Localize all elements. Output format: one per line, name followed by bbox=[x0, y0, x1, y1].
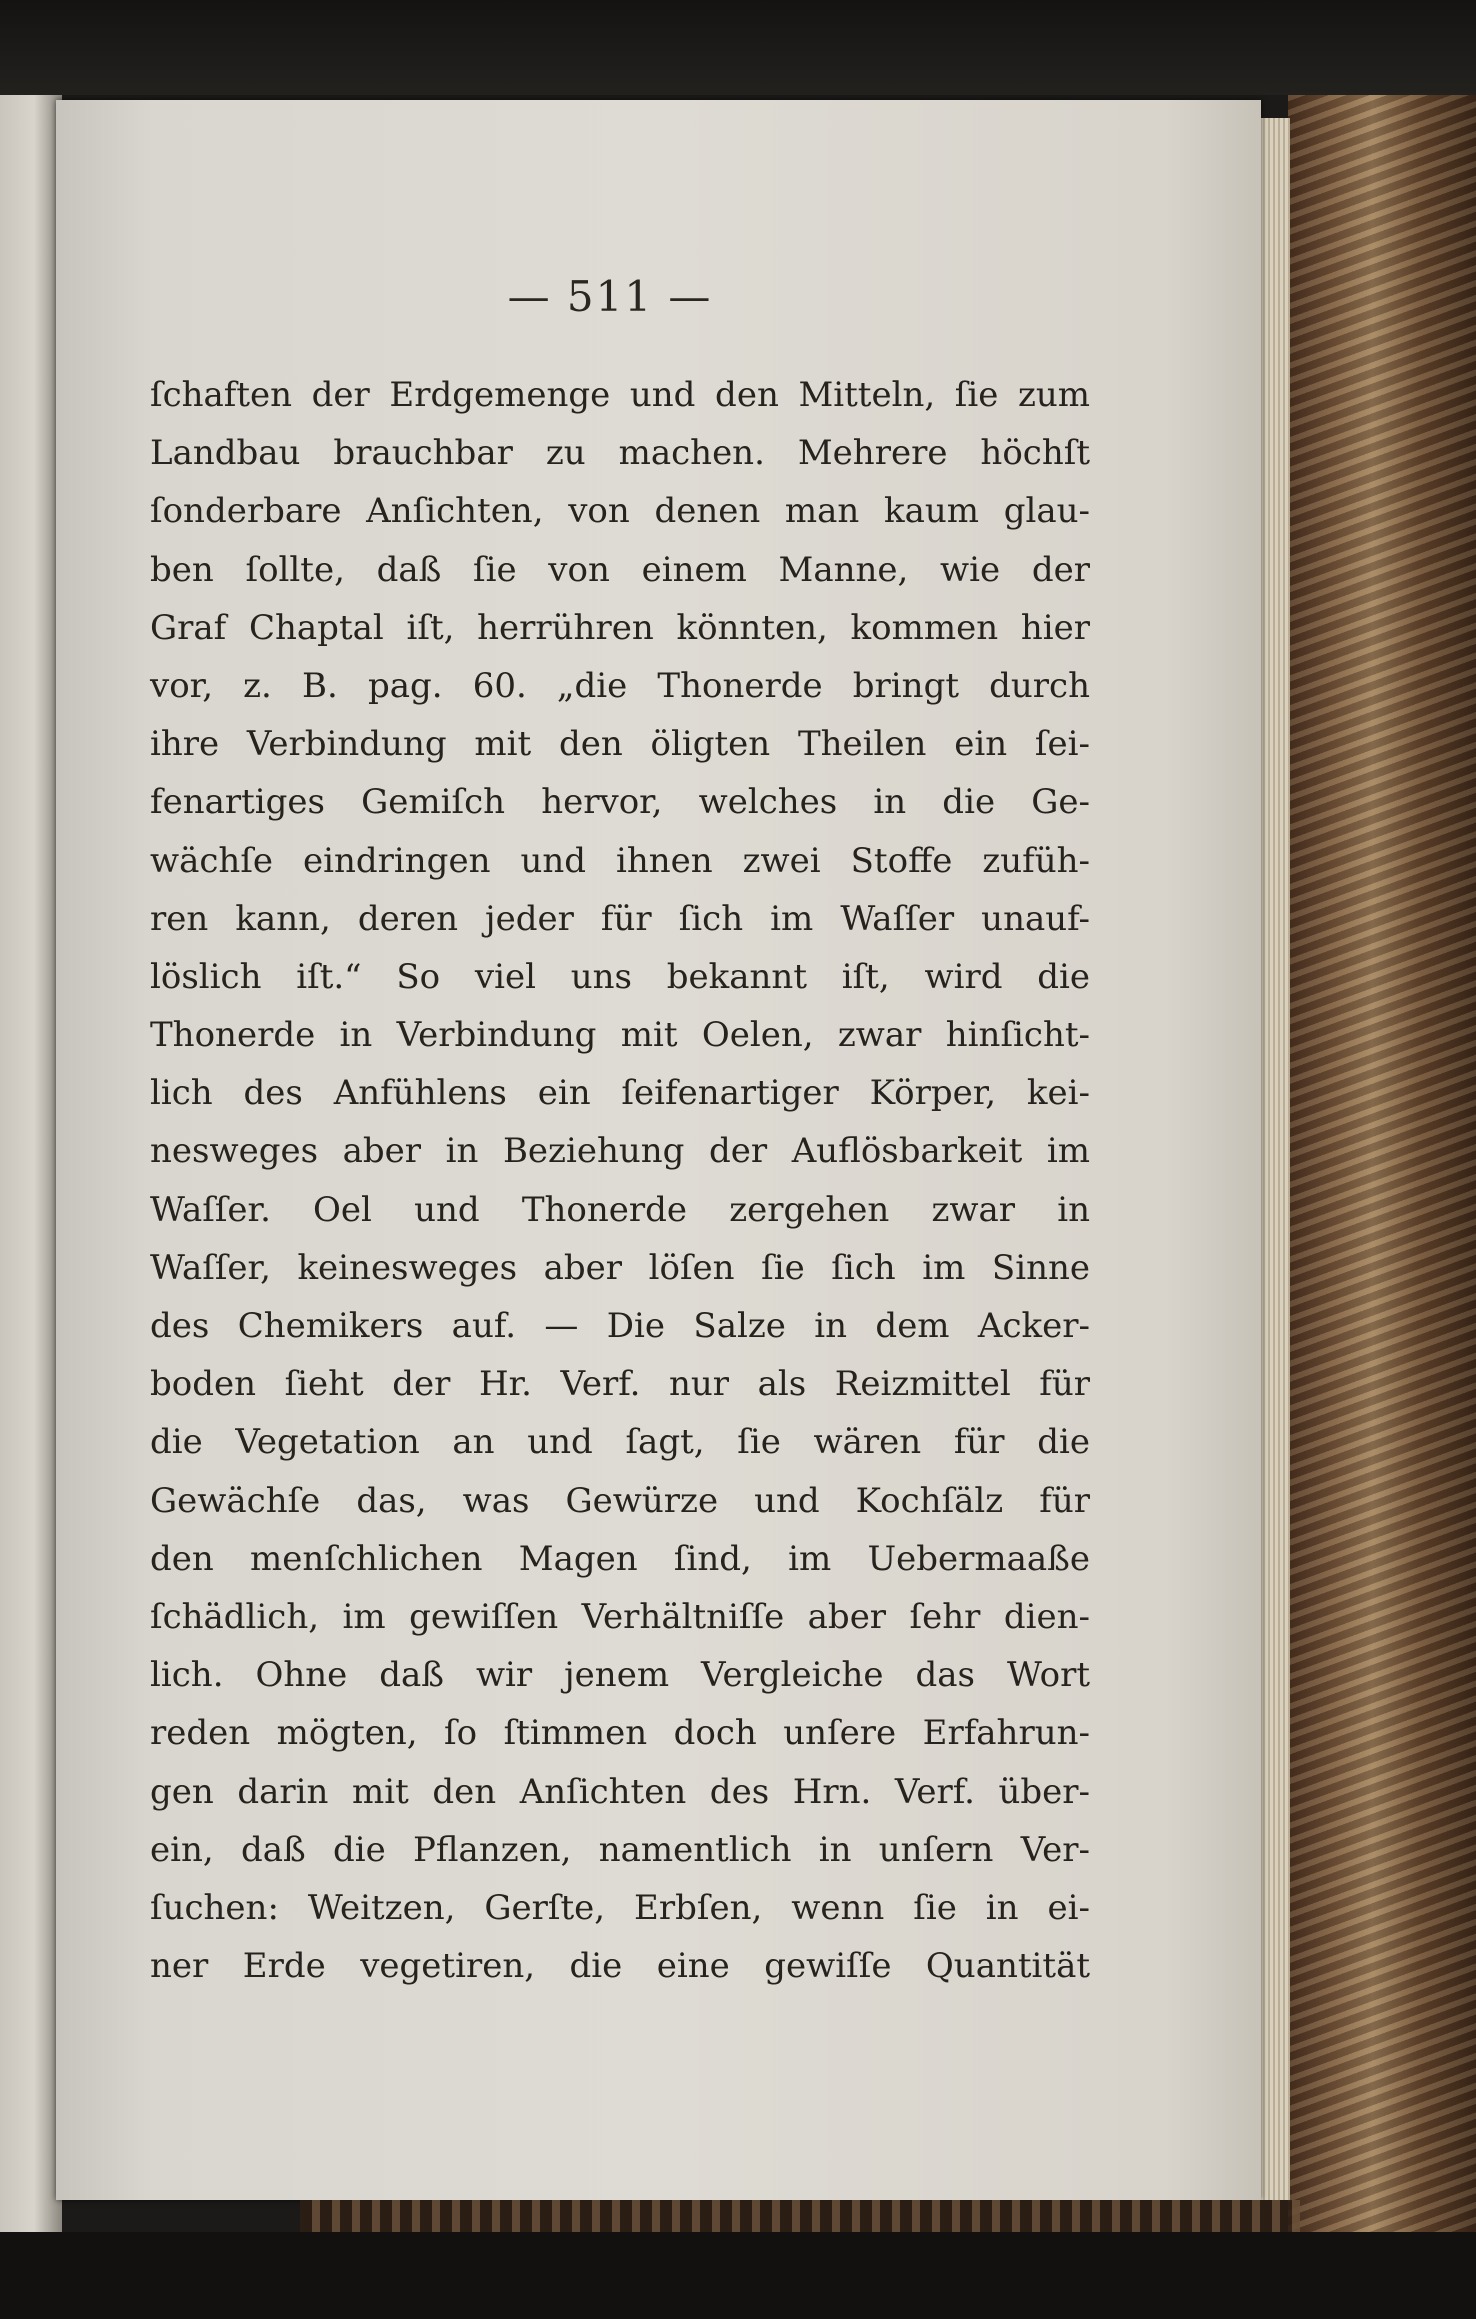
cover-bottom-band bbox=[300, 2200, 1300, 2232]
text-line: wächſe eindringen und ihnen zwei Stoffe zufüh- bbox=[150, 840, 1090, 881]
text-line: Graf Chaptal iſt, herrühren könnten, kommen hier bbox=[150, 607, 1090, 648]
text-line: ſchädlich, im gewiſſen Verhältniſſe aber ſehr dien- bbox=[150, 1596, 1090, 1637]
text-line: vor, z. B. pag. 60. „die Thonerde bringt durch bbox=[150, 665, 1090, 706]
text-line: boden ſieht der Hr. Verf. nur als Reizmittel für bbox=[150, 1364, 1090, 1405]
text-line: ihre Verbindung mit den öligten Theilen ein ſei- bbox=[150, 724, 1090, 765]
text-line: Gewächſe das, was Gewürze und Kochſälz für bbox=[150, 1480, 1090, 1521]
cover-marbling bbox=[1288, 95, 1476, 2295]
text-line: Thonerde in Verbindung mit Oelen, zwar hinſicht- bbox=[150, 1015, 1090, 1056]
text-line: gen darin mit den Anſichten des Hrn. Verf. über- bbox=[150, 1771, 1090, 1812]
text-line: ben ſollte, daß ſie von einem Manne, wie der bbox=[150, 549, 1090, 590]
text-line: lich. Ohne daß wir jenem Vergleiche das Wort bbox=[150, 1655, 1090, 1696]
text-line: ren kann, deren jeder für ſich im Waſſer unauf- bbox=[150, 898, 1090, 939]
text-line: die Vegetation an und ſagt, ſie wären für die bbox=[150, 1422, 1090, 1463]
text-line: nesweges aber in Beziehung der Auflösbarkeit im bbox=[150, 1131, 1090, 1172]
backdrop bbox=[0, 0, 1476, 95]
page-body-text bbox=[150, 366, 1090, 1995]
text-line: reden mögten, ſo ſtimmen doch unſere Erfahrun- bbox=[150, 1713, 1090, 1754]
facing-page-edge bbox=[0, 95, 62, 2319]
text-line: den menſchlichen Magen ſind, im Uebermaaße bbox=[150, 1538, 1090, 1579]
text-line: Waſſer. Oel und Thonerde zergehen zwar in bbox=[150, 1189, 1090, 1230]
text-line: löslich iſt.“ So viel uns bekannt iſt, wird die bbox=[150, 956, 1090, 997]
text-line: ein, daß die Pflanzen, namentlich in unſern Ver- bbox=[150, 1829, 1090, 1870]
text-line: des Chemikers auf. — Die Salze in dem Acker- bbox=[150, 1306, 1090, 1346]
backdrop-bottom bbox=[0, 2232, 1476, 2319]
text-line: Landbau brauchbar zu machen. Mehrere höchſt bbox=[150, 433, 1090, 474]
text-line: ſchaften der Erdgemenge und den Mitteln, ſie zum bbox=[150, 375, 1090, 415]
text-line: ſuchen: Weitzen, Gerſte, Erbſen, wenn ſie in ei- bbox=[150, 1887, 1090, 1928]
text-line: ſonderbare Anſichten, von denen man kaum glau- bbox=[150, 491, 1090, 532]
page-number-header: — 511 — bbox=[507, 272, 713, 321]
text-line: Waſſer, keinesweges aber löſen ſie ſich im Sinne bbox=[150, 1247, 1090, 1288]
text-line: ner Erde vegetiren, die eine gewiſſe Quantität bbox=[150, 1946, 1090, 1987]
text-line: fenartiges Gemiſch hervor, welches in die Ge- bbox=[150, 782, 1090, 823]
text-line: lich des Anfühlens ein ſeifenartiger Körper, kei- bbox=[150, 1073, 1090, 1114]
